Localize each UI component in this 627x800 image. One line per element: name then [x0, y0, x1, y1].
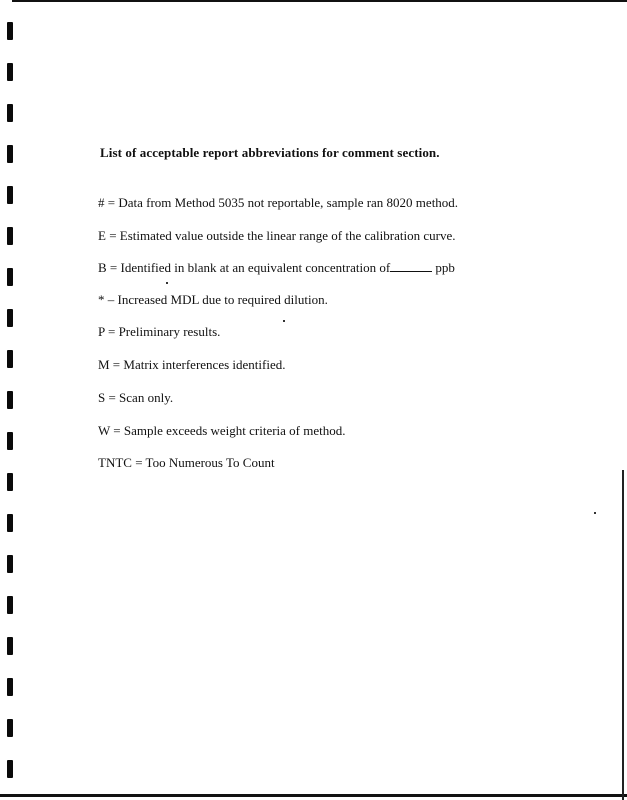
abbreviation-entry: TNTC = Too Numerous To Count: [98, 455, 275, 470]
abbreviation-entry: # = Data from Method 5035 not reportable, sample ran 8020 method.: [98, 195, 459, 210]
abbreviation-entry: P = Preliminary results.: [98, 324, 221, 339]
scan-bottom-edge: [0, 794, 627, 797]
document-heading: List of acceptable report abbreviations for comment section.: [100, 145, 440, 160]
abbreviation-entry: S = Scan only.: [98, 390, 174, 405]
binder-hole: [7, 186, 13, 204]
binder-hole: [7, 309, 13, 327]
binder-hole: [7, 678, 13, 696]
binder-hole: [7, 514, 13, 532]
binder-hole: [7, 227, 13, 245]
abbreviation-entry: W = Sample exceeds weight criteria of method.: [98, 423, 346, 438]
scan-speck: [594, 512, 596, 514]
fill-in-blank: [390, 260, 432, 272]
binder-hole: [7, 145, 13, 163]
binder-hole: [7, 350, 13, 368]
scan-speck: [283, 320, 285, 322]
binder-hole: [7, 555, 13, 573]
binder-hole: [7, 596, 13, 614]
binder-hole: [7, 719, 13, 737]
binder-hole: [7, 432, 13, 450]
binder-hole: [7, 268, 13, 286]
scan-speck: [166, 282, 168, 284]
binder-hole: [7, 63, 13, 81]
scan-right-edge: [622, 470, 624, 800]
binder-hole: [7, 22, 13, 40]
abbreviation-entry: M = Matrix interferences identified.: [98, 357, 286, 372]
abbreviation-entry: * – Increased MDL due to required dilution.: [98, 292, 328, 307]
entry-unit: ppb: [432, 260, 455, 275]
binder-hole: [7, 760, 13, 778]
abbreviation-entry: [98, 260, 455, 276]
binder-hole: [7, 637, 13, 655]
binder-hole: [7, 473, 13, 491]
binder-hole: [7, 104, 13, 122]
binder-hole: [7, 391, 13, 409]
abbreviation-entry: E = Estimated value outside the linear range of the calibration curve.: [98, 228, 456, 243]
scan-top-edge: [12, 0, 627, 2]
entry-text: B = Identified in blank at an equivalent concentration of: [98, 260, 391, 275]
